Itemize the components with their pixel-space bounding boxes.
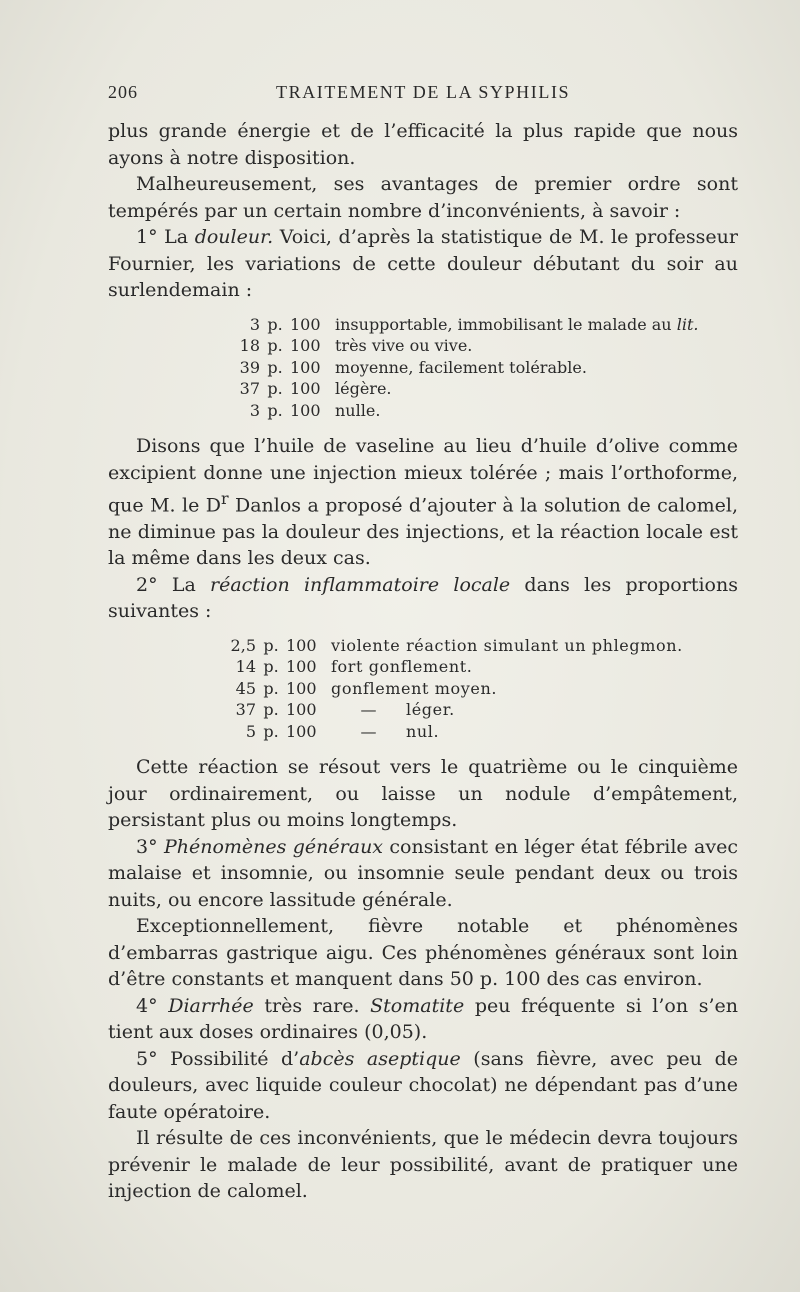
paragraph: plus grande énergie et de l’efficacité la plus rapide que nous ayons à notre disposition.	[108, 120, 738, 169]
paragraph: 3° Phénomènes généraux consistant en léger état fébrile avec malaise et insomnie, ou insomnie seule pendant deux ou trois nuits, ou encore lassitude générale.	[108, 835, 738, 911]
term-stomatite: Stomatite	[370, 994, 465, 1017]
table-row: 2,5 p. 100 violente réaction simulant un phlegmon.	[230, 635, 683, 655]
term-reaction: réaction inflammatoire locale	[210, 573, 511, 596]
table-row: 18 p. 100 très vive ou vive.	[239, 336, 473, 355]
table-row: 3 p. 100 nulle.	[249, 400, 381, 420]
paragraph: 1° La douleur. Voici, d’après la statistique de M. le professeur Fournier, les variations de cette douleur débutant du soir au surlendemain :	[108, 226, 738, 301]
paragraph: Exceptionnellement, fièvre notable et phénomènes d’embarras gastrique aigu. Ces phénomènes généraux sont loin d’être constants et manquent dans 50 p. 100 des cas environ.	[108, 915, 738, 991]
term-abces: abcès aseptique	[299, 1047, 461, 1070]
term-diarrhee: Diarrhée	[168, 994, 254, 1017]
pain-statistics-table	[108, 314, 738, 422]
paragraph: 5° Possibilité d’abcès aseptique (sans fièvre, avec peu de douleurs, avec liquide couleur chocolat) ne dépendant pas d’une faute opératoire.	[108, 1047, 738, 1123]
table-row: 14 p. 100 fort gonflement.	[235, 657, 473, 677]
page-number: 206	[108, 82, 138, 102]
table-row: 37 p. 100 — léger.	[235, 700, 455, 720]
paragraph: Disons que l’huile de vaseline au lieu d’huile d’olive comme excipient donne une injection mieux tolérée ; mais l’orthoforme, que M. le $D^r$ Danlos a proposé d’ajouter à la solution de calomel, ne diminue pas la douleur des injections, et la réaction locale est la même dans les deux cas.	[108, 435, 738, 570]
term-phenomenes: Phénomènes généraux	[163, 835, 384, 858]
running-header	[108, 82, 738, 108]
paragraph: Il résulte de ces inconvénients, que le médecin devra toujours prévenir le malade de leur possibilité, avant de pratiquer une injection de calomel.	[108, 1127, 738, 1203]
table-row: 5 p. 100 — nul.	[245, 721, 440, 741]
running-title: TRAITEMENT DE LA SYPHILIS	[276, 82, 571, 102]
paragraph: Cette réaction se résout vers le quatrième ou le cinquième jour ordinairement, ou laisse un nodule d’empâtement, persistant plus ou moins longtemps.	[108, 756, 738, 832]
paragraph: 4° Diarrhée très rare. Stomatite peu fréquente si l’on s’en tient aux doses ordinaires (0,05).	[108, 994, 738, 1044]
table-row: 39 p. 100 moyenne, facilement tolérable.	[239, 357, 587, 377]
paragraph: 2° La réaction inflammatoire locale dans les proportions suivantes :	[108, 573, 738, 623]
reaction-statistics-table	[108, 635, 738, 743]
table-row: 37 p. 100 légère.	[239, 379, 392, 398]
paragraph: Malheureusement, ses avantages de premier ordre sont tempérés par un certain nombre d’inconvénients, à savoir :	[108, 173, 738, 222]
table-row: 45 p. 100 gonflement moyen.	[235, 678, 498, 698]
term-douleur: douleur.	[194, 226, 274, 248]
page-body	[108, 118, 738, 1205]
table-row: 3 p. 100 insupportable, immobilisant le malade au lit.	[249, 314, 699, 334]
